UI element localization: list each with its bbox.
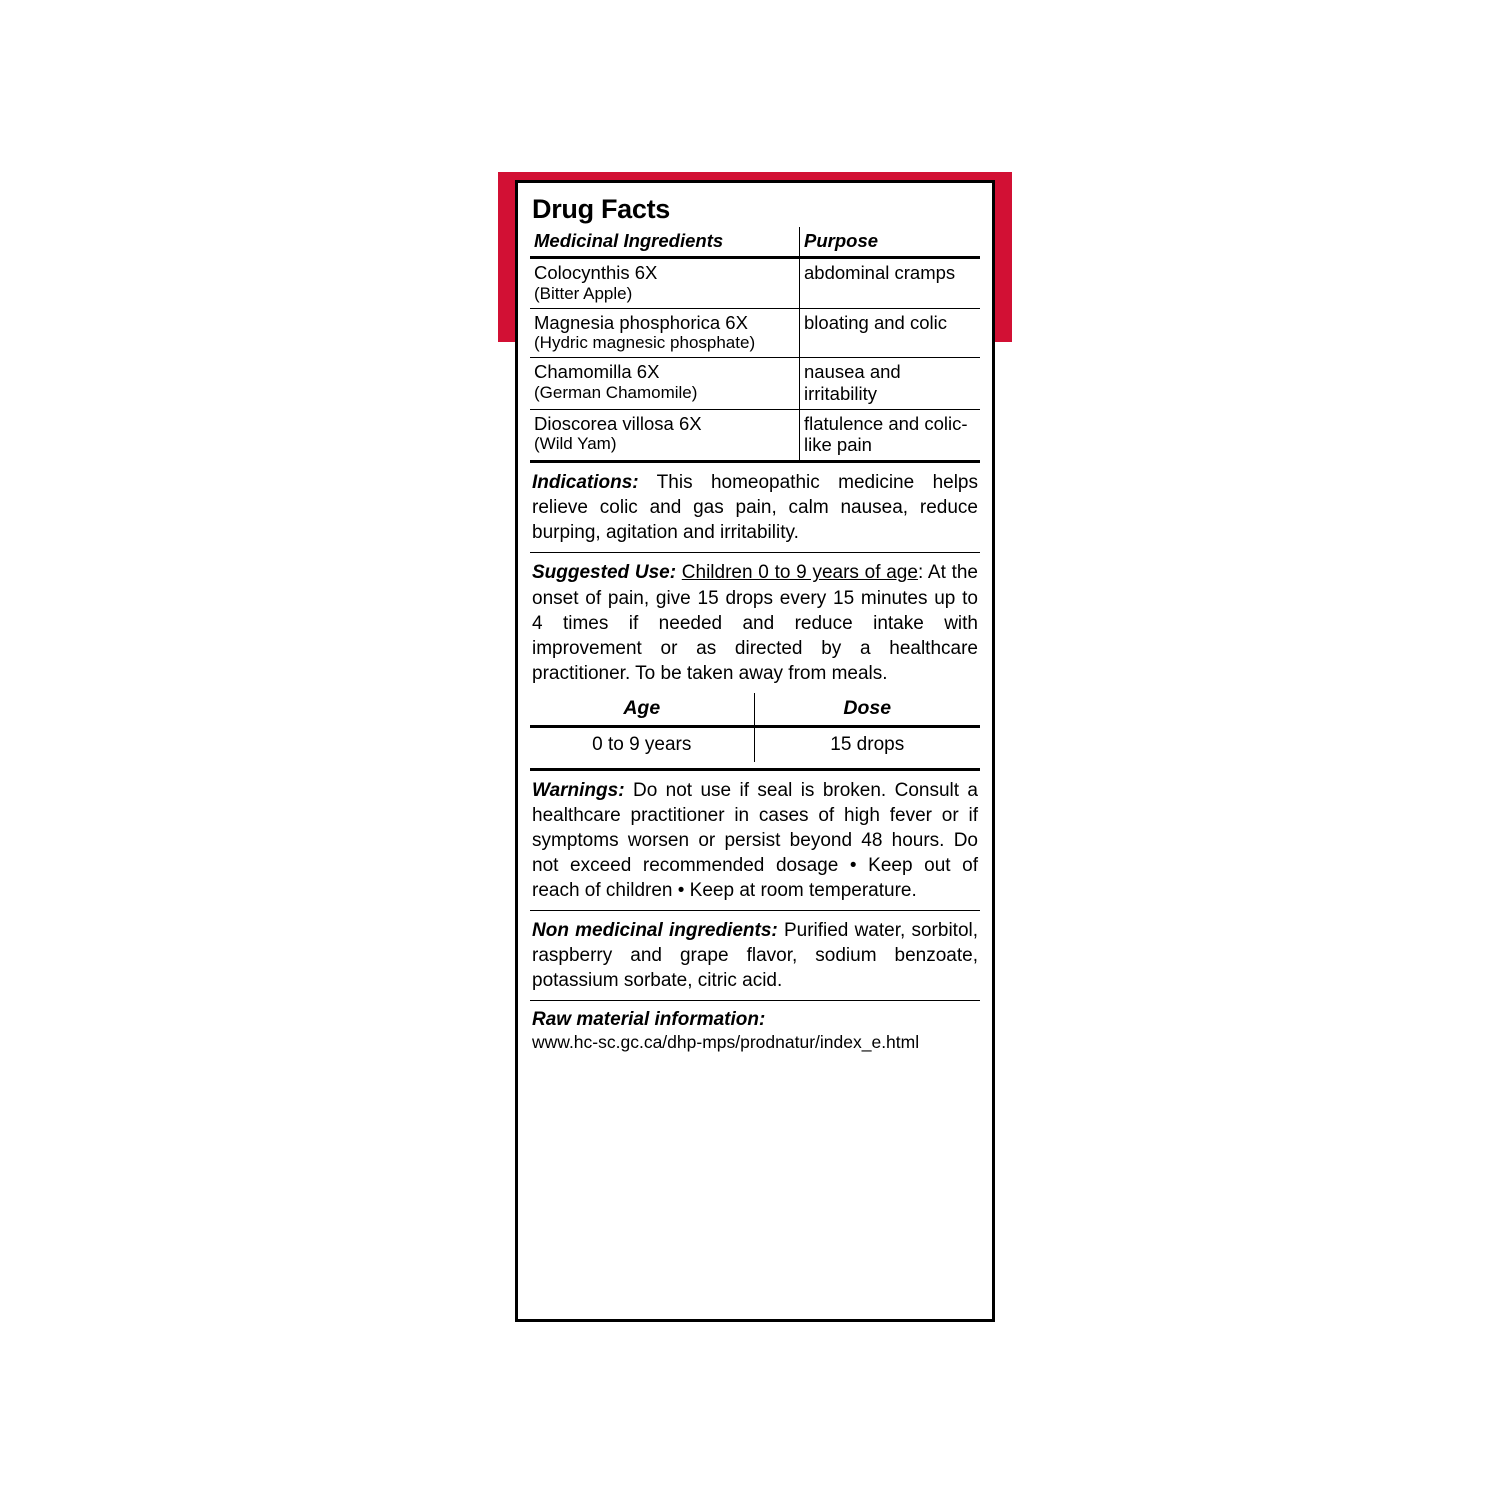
table-row [530, 258, 980, 308]
divider-thick [530, 768, 980, 771]
divider [530, 910, 980, 911]
suggested-use-paragraph [532, 560, 978, 685]
indications-label: Indications: [532, 472, 639, 494]
raw-material-label: Raw material information: [532, 1009, 766, 1031]
ingredient-common-name: (Bitter Apple) [534, 284, 633, 303]
purpose-cell: flatulence and colic-like pain [800, 409, 981, 462]
warnings-label: Warnings: [532, 779, 625, 801]
medicinal-ingredients-table [530, 227, 980, 463]
ingredient-cell [530, 409, 800, 462]
suggested-use-text: : At the onset of pain, give 15 drops every 15 minutes up to 4 times if needed and reduce intake with improvement or as directed by a healthcare practitioner. To be taken away from meals. [532, 562, 978, 684]
ingredient-common-name: (German Chamomile) [534, 382, 698, 402]
suggested-use-age-range: Children 0 to 9 years of age [681, 562, 918, 584]
column-header-age: Age [530, 693, 754, 727]
dose-table [530, 693, 980, 762]
ingredient-name: Dioscorea villosa 6X [534, 412, 702, 434]
ingredient-cell [530, 258, 800, 308]
purpose-cell: bloating and colic [800, 308, 981, 357]
dose-amount-cell: 15 drops [754, 726, 980, 762]
column-header-purpose: Purpose [800, 227, 981, 257]
divider [530, 552, 980, 553]
indications-text: This homeopathic medicine helps relieve colic and gas pain, calm nausea, reduce burping, agitation and irritability. [532, 472, 978, 544]
non-medicinal-label: Non medicinal ingredients: [532, 920, 778, 942]
ingredient-name: Magnesia phosphorica 6X [534, 311, 748, 333]
column-header-ingredients: Medicinal Ingredients [530, 227, 800, 257]
dose-table-row [530, 726, 980, 762]
ingredient-common-name: (Wild Yam) [534, 434, 617, 454]
page-title: Drug Facts [532, 194, 671, 224]
dose-table-header-row [530, 693, 980, 727]
divider [530, 1000, 980, 1001]
warnings-text: Do not use if seal is broken. Consult a healthcare practitioner in cases of high fever or if symptoms worsen or persist beyond 48 hours. Do not exceed recommended dosage • Keep out of reach of children • Keep at room temperature. [532, 779, 978, 902]
dose-age-cell: 0 to 9 years [592, 733, 692, 755]
table-header-row [530, 227, 980, 257]
purpose-cell: nausea and irritability [800, 357, 981, 409]
purpose-cell: abdominal cramps [800, 258, 981, 308]
table-row [530, 409, 980, 462]
table-row [530, 308, 980, 357]
non-medicinal-text: Purified water, sorbitol, raspberry and grape flavor, sodium benzoate, potassium sorbate, citric acid. [532, 920, 979, 992]
raw-material-url[interactable]: www.hc-sc.gc.ca/dhp-mps/prodnatur/index_e.html [532, 1032, 920, 1053]
column-header-dose: Dose [754, 693, 980, 727]
ingredient-name: Colocynthis 6X [534, 262, 658, 284]
indications-paragraph [532, 470, 978, 545]
ingredient-cell [530, 308, 800, 357]
suggested-use-label: Suggested Use: [532, 562, 677, 584]
table-row [530, 357, 980, 409]
ingredient-name: Chamomilla 6X [534, 360, 660, 382]
non-medicinal-paragraph [532, 918, 978, 993]
ingredient-common-name: (Hydric magnesic phosphate) [534, 333, 756, 353]
drug-facts-panel [515, 180, 995, 1322]
warnings-paragraph [532, 778, 978, 903]
ingredient-cell [530, 357, 800, 409]
